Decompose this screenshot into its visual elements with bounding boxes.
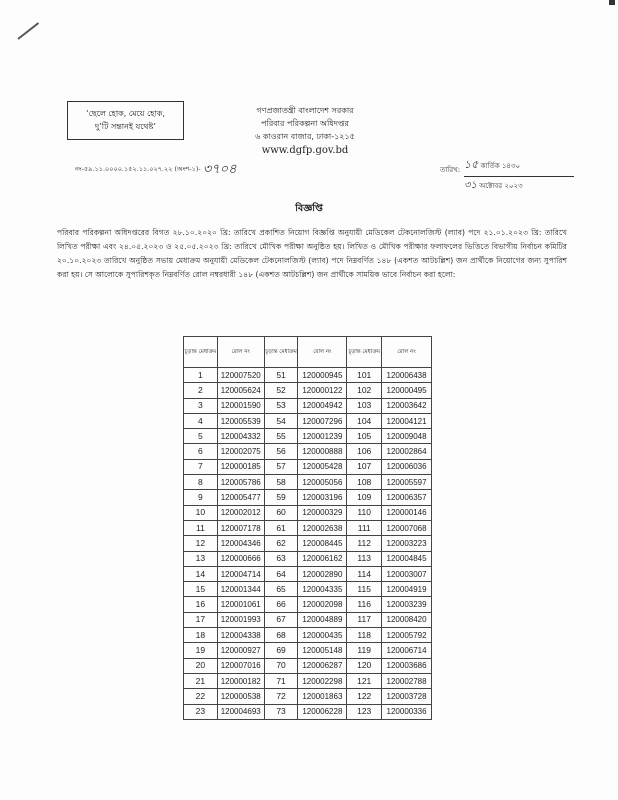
notice-body: পরিবার পরিকল্পনা অধিদপ্তরের বিগত ২৮.১০.২০২০ খ্রি: তারিখে প্রকাশিত নিয়োগ বিজ্ঞপ্তি অনুযায়ী মেডিকেল টেকনোলজিস্ট (ল্যাব) পদে ২১.০১.২০২৩ খ্রি: তারিখে লিখিত পরীক্ষা এবং ২৪.০৫.২০২৩ ও ২৫.০৫.২০২৩ খ্রি: তারিখে মৌখিক পরীক্ষা অনুষ্ঠিত হয়। লিখিত ও মৌখিক পরীক্ষার ফলাফলের ভিত্তিতে বিভাগীয় নির্বাচন কমিটির ২০.১০.২০২৩ তারিখে অনুষ্ঠিত সভায় মেধাক্রম অনুযায়ী মেডিকেল টেকনোলজিস্ট (ল্যাব) পদে নিম্নবর্ণিত ১৪৮ (একশত আটচল্লিশ) জন প্রার্থীকে নিয়োগের জন্য সুপারিশ করা হয়। সে আলোকে সুপারিশকৃত নিম্নবর্ণিত রোল নম্বরধারী ১৪৮ (একশত আটচল্লিশ) জন প্রার্থীকে সাময়িক ভাবে নির্বাচন করা হলো:: [57, 228, 567, 279]
roll-cell: 120009048: [382, 429, 432, 444]
memo-number-text: নং-৫৯.১১.০০০০.১৫২.১১.০২৭.২২ (অংশ-১)-: [75, 165, 201, 173]
rank-cell: 110: [347, 505, 382, 520]
table-row: [184, 612, 432, 627]
bangla-day: ১৫: [464, 158, 479, 171]
rank-cell: 107: [347, 459, 382, 474]
roll-cell: 120005597: [382, 475, 432, 490]
rank-cell: 52: [264, 383, 298, 398]
table-row: [184, 628, 432, 643]
rank-cell: 1: [184, 368, 218, 383]
header-rank-1: চূড়ান্ত মেধাক্রম: [184, 337, 218, 368]
roll-cell: 120003728: [382, 689, 432, 704]
table-row: [184, 368, 432, 383]
rank-cell: 20: [184, 658, 218, 673]
roll-cell: 120000435: [298, 628, 347, 643]
table-row: [184, 383, 432, 398]
rank-cell: 116: [347, 597, 382, 612]
roll-cell: 120000888: [298, 444, 347, 459]
table-row: [184, 413, 432, 428]
rank-cell: 122: [347, 689, 382, 704]
roll-cell: 120004332: [217, 429, 264, 444]
table-row: [184, 643, 432, 658]
rank-cell: 105: [347, 429, 382, 444]
roll-cell: 120005477: [217, 490, 264, 505]
roll-cell: 120000329: [298, 505, 347, 520]
roll-cell: 120001061: [217, 597, 264, 612]
roll-cell: 120002098: [298, 597, 347, 612]
rank-cell: 106: [347, 444, 382, 459]
rank-cell: 57: [264, 459, 298, 474]
roll-cell: 120003223: [382, 536, 432, 551]
rank-cell: 58: [264, 475, 298, 490]
roll-cell: 120004335: [298, 582, 347, 597]
rank-cell: 7: [184, 459, 218, 474]
rank-cell: 123: [347, 704, 382, 719]
rank-cell: 117: [347, 612, 382, 627]
roll-cell: 120004346: [217, 536, 264, 551]
roll-cell: 120003007: [382, 566, 432, 581]
rank-cell: 61: [264, 520, 298, 535]
rank-cell: 63: [264, 551, 298, 566]
table-header-row: [184, 337, 432, 368]
table-row: [184, 444, 432, 459]
rank-cell: 54: [264, 413, 298, 428]
rank-cell: 103: [347, 398, 382, 413]
letterhead: [220, 104, 390, 158]
rank-cell: 69: [264, 643, 298, 658]
roll-cell: 120004338: [217, 628, 264, 643]
table-row: [184, 490, 432, 505]
roll-cell: 120005624: [217, 383, 264, 398]
roll-cell: 120004942: [298, 398, 347, 413]
roll-cell: 120008445: [298, 536, 347, 551]
roll-cell: 120000146: [382, 505, 432, 520]
roll-cell: 120004121: [382, 413, 432, 428]
table-row: [184, 704, 432, 719]
roll-cell: 120002075: [217, 444, 264, 459]
rank-cell: 118: [347, 628, 382, 643]
rank-cell: 71: [264, 673, 298, 688]
table-row: [184, 582, 432, 597]
rank-cell: 55: [264, 429, 298, 444]
roll-cell: 120006357: [382, 490, 432, 505]
rank-cell: 115: [347, 582, 382, 597]
roll-cell: 120002638: [298, 520, 347, 535]
rank-cell: 23: [184, 704, 218, 719]
roll-cell: 120007520: [217, 368, 264, 383]
rank-cell: 13: [184, 551, 218, 566]
roll-cell: 120000336: [382, 704, 432, 719]
roll-cell: 120002298: [298, 673, 347, 688]
roll-cell: 120007016: [217, 658, 264, 673]
table-row: [184, 398, 432, 413]
table-row: [184, 536, 432, 551]
rank-cell: 114: [347, 566, 382, 581]
rank-cell: 62: [264, 536, 298, 551]
roll-cell: 120006714: [382, 643, 432, 658]
roll-cell: 120004693: [217, 704, 264, 719]
rank-cell: 6: [184, 444, 218, 459]
roll-cell: 120006287: [298, 658, 347, 673]
bangla-month-year: কার্তিক ১৪৩০: [480, 162, 521, 170]
table-row: [184, 429, 432, 444]
rank-cell: 10: [184, 505, 218, 520]
english-day: ৩১: [464, 180, 477, 191]
memo-handwritten-number: ৩৭০৪: [202, 162, 237, 177]
govt-name: গণপ্রজাতন্ত্রী বাংলাদেশ সরকার: [256, 106, 354, 115]
roll-cell: 120000495: [382, 383, 432, 398]
table-row: [184, 689, 432, 704]
rank-cell: 72: [264, 689, 298, 704]
rank-cell: 109: [347, 490, 382, 505]
rank-cell: 3: [184, 398, 218, 413]
roll-cell: 120000122: [298, 383, 347, 398]
roll-cell: 120001863: [298, 689, 347, 704]
results-table: [183, 336, 432, 720]
roll-cell: 120000666: [217, 551, 264, 566]
rank-cell: 60: [264, 505, 298, 520]
table-row: [184, 551, 432, 566]
header-rank-3: চূড়ান্ত মেধাক্রম: [347, 337, 382, 368]
rank-cell: 16: [184, 597, 218, 612]
rank-cell: 11: [184, 520, 218, 535]
address: ৬ কাওরান বাজার, ঢাকা-১২১৫: [255, 132, 355, 141]
roll-cell: 120000538: [217, 689, 264, 704]
rank-cell: 8: [184, 475, 218, 490]
roll-cell: 120003239: [382, 597, 432, 612]
rank-cell: 15: [184, 582, 218, 597]
english-month-year: অক্টোবর ২০২৩: [479, 182, 523, 190]
roll-cell: 120001239: [298, 429, 347, 444]
roll-cell: 120007296: [298, 413, 347, 428]
scan-corner-mark: [609, 0, 615, 5]
rank-cell: 22: [184, 689, 218, 704]
rank-cell: 53: [264, 398, 298, 413]
slogan-line-1: ‘ছেলে হোক, মেয়ে হোক,: [86, 109, 165, 118]
rank-cell: 51: [264, 368, 298, 383]
roll-cell: 120006036: [382, 459, 432, 474]
roll-cell: 120000185: [217, 459, 264, 474]
rank-cell: 112: [347, 536, 382, 551]
roll-cell: 120005428: [298, 459, 347, 474]
roll-cell: 120004845: [382, 551, 432, 566]
rank-cell: 59: [264, 490, 298, 505]
table-row: [184, 505, 432, 520]
website-link[interactable]: www.dgfp.gov.bd: [261, 145, 349, 156]
roll-cell: 120003686: [382, 658, 432, 673]
header-roll-2: রোল নং: [298, 337, 347, 368]
roll-cell: 120007068: [382, 520, 432, 535]
table-row: [184, 475, 432, 490]
roll-cell: 120002864: [382, 444, 432, 459]
table-row: [184, 566, 432, 581]
roll-cell: 120004889: [298, 612, 347, 627]
slogan-line-2: দু’টি সন্তানই যথেষ্ট’: [95, 122, 156, 131]
rank-cell: 111: [347, 520, 382, 535]
roll-cell: 120008420: [382, 612, 432, 627]
rank-cell: 113: [347, 551, 382, 566]
roll-cell: 120002788: [382, 673, 432, 688]
roll-cell: 120001993: [217, 612, 264, 627]
rank-cell: 65: [264, 582, 298, 597]
rank-cell: 19: [184, 643, 218, 658]
slogan-box: [67, 101, 184, 140]
roll-cell: 120005792: [382, 628, 432, 643]
rank-cell: 14: [184, 566, 218, 581]
rank-cell: 4: [184, 413, 218, 428]
rank-cell: 18: [184, 628, 218, 643]
rank-cell: 68: [264, 628, 298, 643]
rank-cell: 120: [347, 658, 382, 673]
memo-number: [75, 160, 237, 181]
roll-cell: 120004714: [217, 566, 264, 581]
roll-cell: 120006162: [298, 551, 347, 566]
rank-cell: 104: [347, 413, 382, 428]
roll-cell: 120007178: [217, 520, 264, 535]
roll-cell: 120003196: [298, 490, 347, 505]
rank-cell: 21: [184, 673, 218, 688]
roll-cell: 120005148: [298, 643, 347, 658]
roll-cell: 120006438: [382, 368, 432, 383]
roll-cell: 120002012: [217, 505, 264, 520]
roll-cell: 120005786: [217, 475, 264, 490]
roll-cell: 120005056: [298, 475, 347, 490]
date-label: তারিখ:: [440, 166, 461, 174]
roll-cell: 120003642: [382, 398, 432, 413]
rank-cell: 101: [347, 368, 382, 383]
table-row: [184, 673, 432, 688]
rank-cell: 9: [184, 490, 218, 505]
english-date: [464, 177, 574, 195]
rank-cell: 2: [184, 383, 218, 398]
roll-cell: 120004919: [382, 582, 432, 597]
roll-cell: 120000182: [217, 673, 264, 688]
rank-cell: 66: [264, 597, 298, 612]
roll-cell: 120001344: [217, 582, 264, 597]
rank-cell: 108: [347, 475, 382, 490]
roll-cell: 120005539: [217, 413, 264, 428]
rank-cell: 67: [264, 612, 298, 627]
rank-cell: 64: [264, 566, 298, 581]
rank-cell: 5: [184, 429, 218, 444]
table-row: [184, 597, 432, 612]
roll-cell: 120000945: [298, 368, 347, 383]
roll-cell: 120006228: [298, 704, 347, 719]
rank-cell: 102: [347, 383, 382, 398]
rank-cell: 121: [347, 673, 382, 688]
rank-cell: 56: [264, 444, 298, 459]
bangla-date: [464, 156, 574, 177]
roll-cell: 120001590: [217, 398, 264, 413]
rank-cell: 119: [347, 643, 382, 658]
roll-cell: 120002890: [298, 566, 347, 581]
department-name: পরিবার পরিকল্পনা অধিদপ্তর: [261, 119, 349, 128]
rank-cell: 73: [264, 704, 298, 719]
header-rank-2: চূড়ান্ত মেধাক্রম: [264, 337, 298, 368]
notice-title: বিজ্ঞপ্তি: [295, 203, 323, 214]
roll-cell: 120000927: [217, 643, 264, 658]
header-roll-1: রোল নং: [217, 337, 264, 368]
rank-cell: 70: [264, 658, 298, 673]
table-row: [184, 459, 432, 474]
header-roll-3: রোল নং: [382, 337, 432, 368]
rank-cell: 17: [184, 612, 218, 627]
table-row: [184, 658, 432, 673]
table-row: [184, 520, 432, 535]
pen-mark: [17, 22, 39, 40]
rank-cell: 12: [184, 536, 218, 551]
